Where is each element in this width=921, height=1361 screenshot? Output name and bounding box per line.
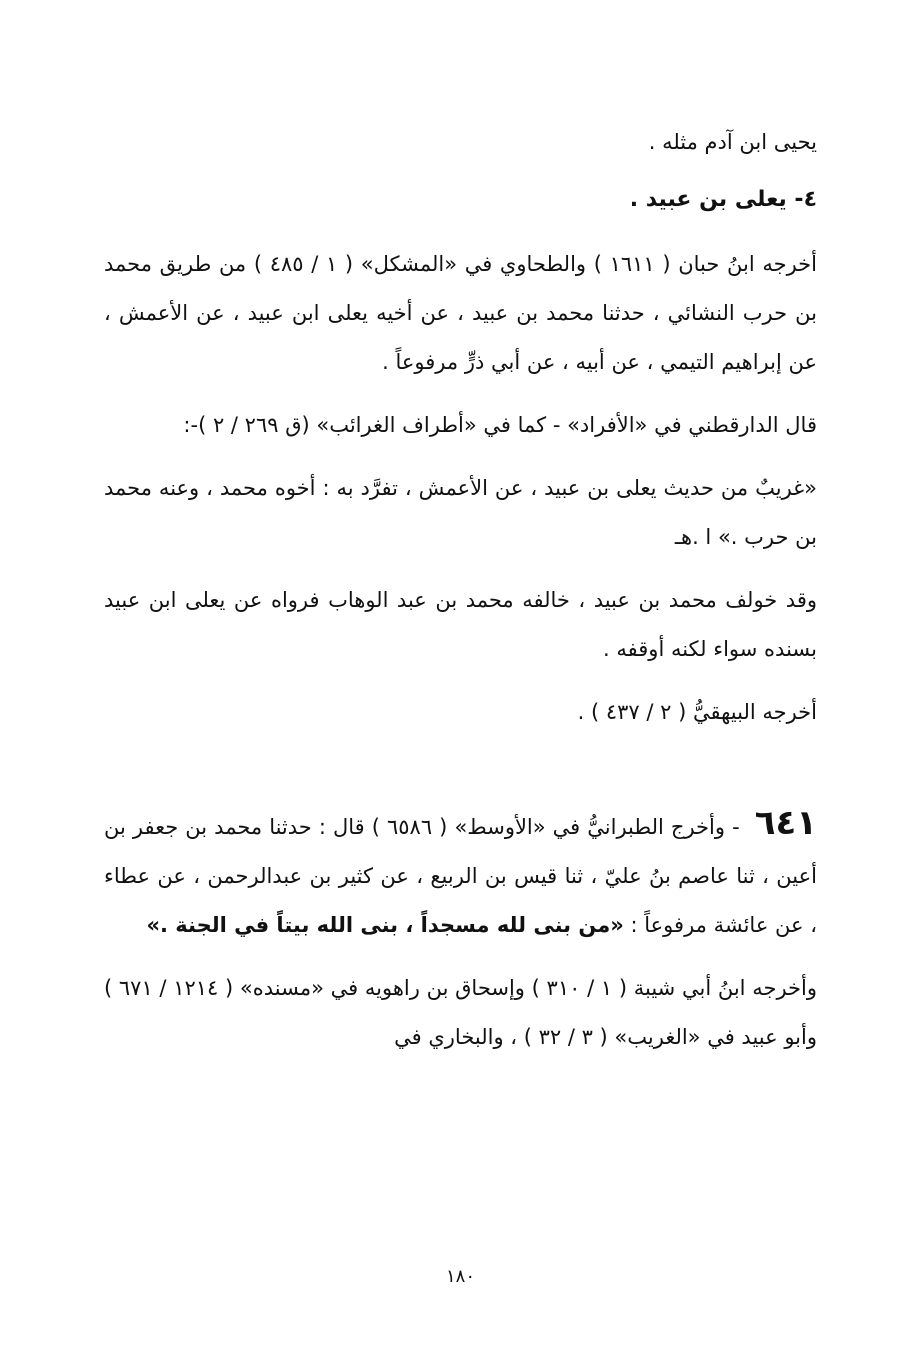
page-number: ١٨٠ xyxy=(445,1266,475,1287)
paragraph-daraqutni: قال الدارقطني في «الأفراد» - كما في «أطراف الغرائب» (ق ٢٦٩ / ٢ )-: xyxy=(183,413,817,437)
paragraph-takhrij: أخرجه ابنُ حبان ( ١٦١١ ) والطحاوي في «المشكل» ( ١ / ٤٨٥ ) من طريق محمد بن حرب النشائي ، حدثنا محمد بن عبيد ، عن أخيه يعلى ابن عبيد ، عن الأعمش ، عن إبراهيم التيمي ، عن أبيه ، عن أبي ذرٍّ مرفوعاً . xyxy=(104,252,817,374)
intro-line: يحيى ابن آدم مثله . xyxy=(648,130,817,154)
hadith-text: - وأخرج الطبرانيُّ في «الأوسط» ( ٦٥٨٦ ) قال : حدثنا محمد بن جعفر بن أعين ، ثنا عاصم بنُ عليّ ، ثنا قيس بن الربيع ، عن كثير بن عبدالرحمن ، عن عطاء ، عن عائشة مرفوعاً : xyxy=(104,815,817,937)
hadith-quote: «من بنى لله مسجداً ، بنى الله بيتاً في الجنة .» xyxy=(146,913,624,937)
paragraph-takhrij-2: وأخرجه ابنُ أبي شيبة ( ١ / ٣١٠ ) وإسحاق بن راهويه في «مسنده» ( ١٢١٤ / ٦٧١ ) وأبو عبيد في «الغريب» ( ٣ / ٣٢ ) ، والبخاري في xyxy=(104,976,817,1049)
hadith-number: ٦٤١ xyxy=(754,803,817,843)
paragraph-quote: «غريبٌ من حديث يعلى بن عبيد ، عن الأعمش ، تفرَّد به : أخوه محمد ، وعنه محمد بن حرب .» ا .هـ xyxy=(104,476,817,549)
paragraph-khulif: وقد خولف محمد بن عبيد ، خالفه محمد بن عبد الوهاب فرواه عن يعلى ابن عبيد بسنده سواء لكنه أوقفه . xyxy=(104,588,817,661)
section-gap xyxy=(104,751,817,799)
hadith-paragraph xyxy=(104,799,817,950)
paragraph-bayhaqi: أخرجه البيهقيُّ ( ٢ / ٤٣٧ ) . xyxy=(577,700,817,724)
item-heading: ٤- يعلى بن عبيد . xyxy=(629,187,817,212)
